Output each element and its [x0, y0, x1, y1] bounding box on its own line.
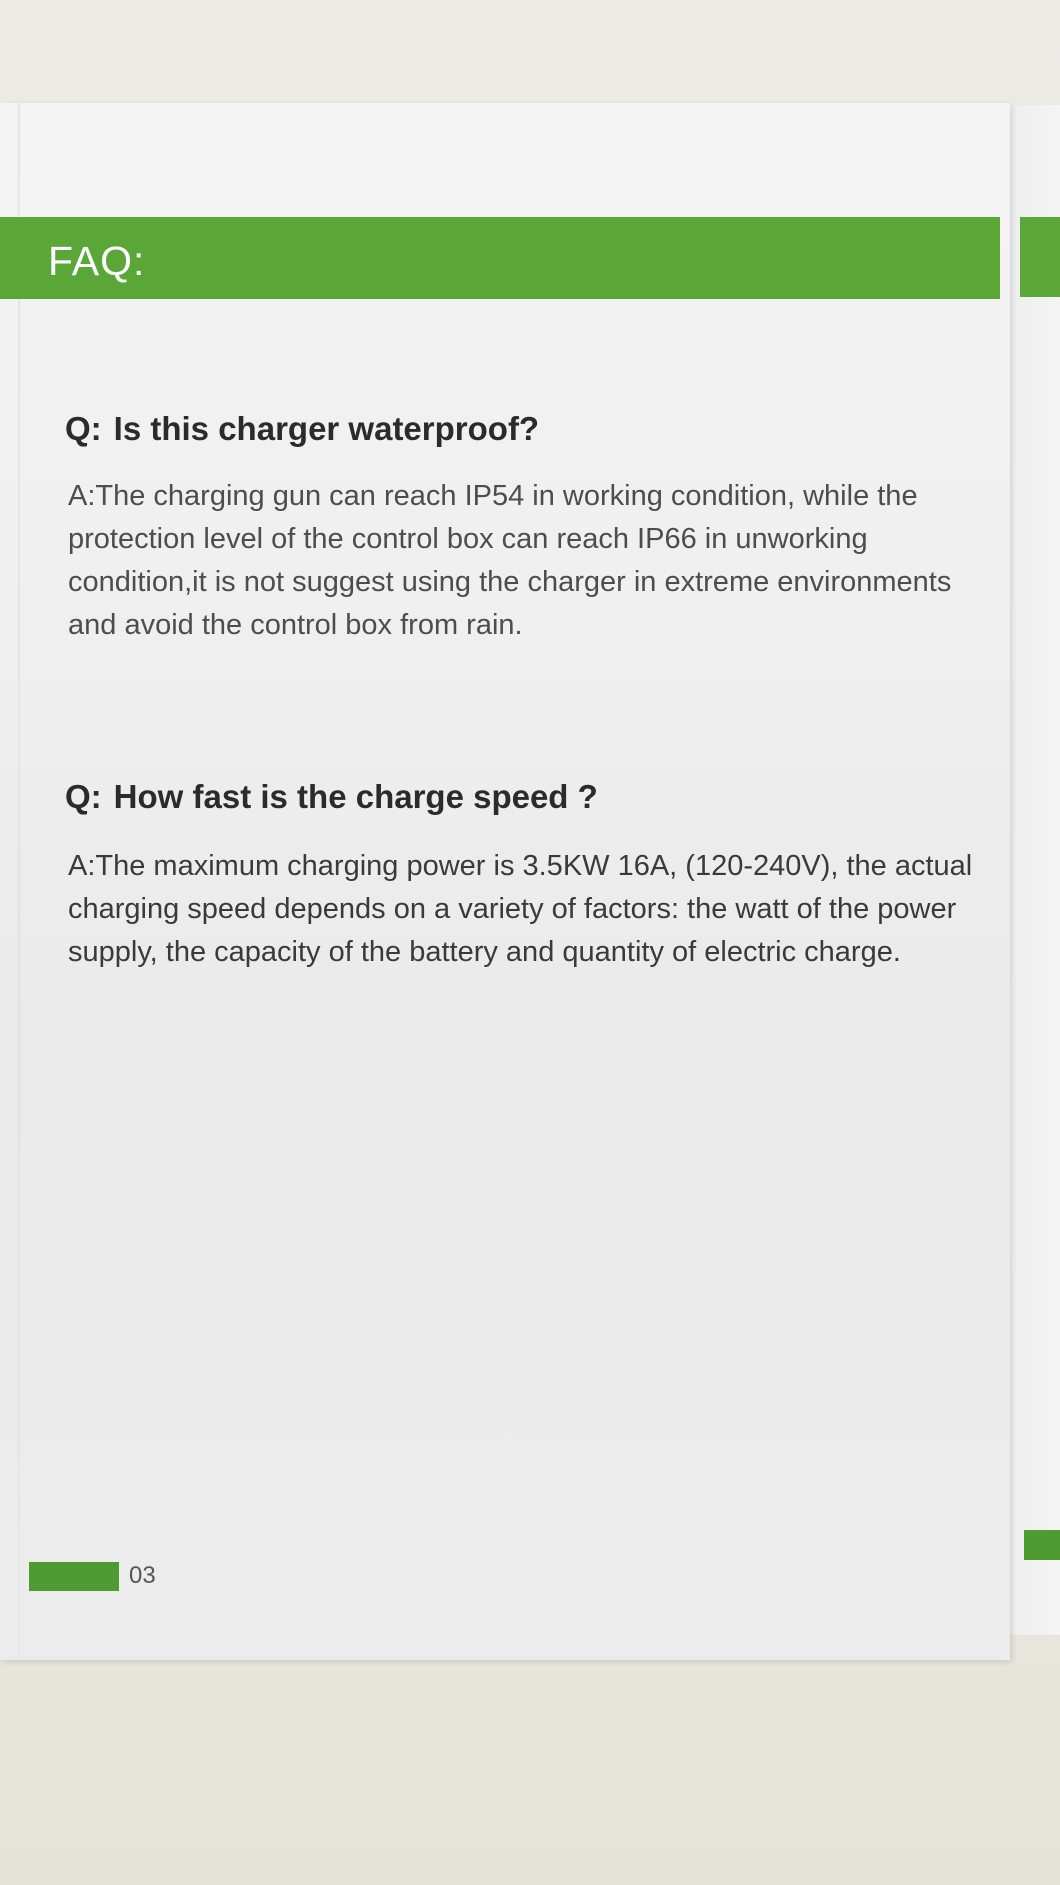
next-page-footer-bar: [1024, 1530, 1060, 1560]
faq-question-2: [65, 775, 598, 819]
page-number: 03: [129, 1562, 156, 1589]
question-prefix: Q:: [65, 410, 102, 447]
page-fold-shadow: [18, 103, 20, 1660]
faq-answer-2: A:The maximum charging power is 3.5KW 16A, (120-240V), the actual charging speed depends on a variety of factors: the watt of the power supply, the capacity of the battery and quantity of electric charge.: [68, 850, 973, 968]
question-text: Is this charger waterproof?: [113, 410, 540, 447]
next-page-header-band: [1020, 217, 1060, 297]
footer-bar: [29, 1562, 119, 1591]
faq-answer-1: A:The charging gun can reach IP54 in working condition, while the protection level of the control box can reach IP66 in unworking condition,it is not suggest using the charger in extreme environments and avoid the control box from rain.: [68, 480, 952, 641]
page-title: FAQ:: [48, 238, 146, 284]
question-text: How fast is the charge speed ?: [113, 778, 598, 815]
header-band: [0, 217, 1000, 299]
faq-question-1: [65, 407, 539, 451]
question-prefix: Q:: [65, 778, 102, 815]
